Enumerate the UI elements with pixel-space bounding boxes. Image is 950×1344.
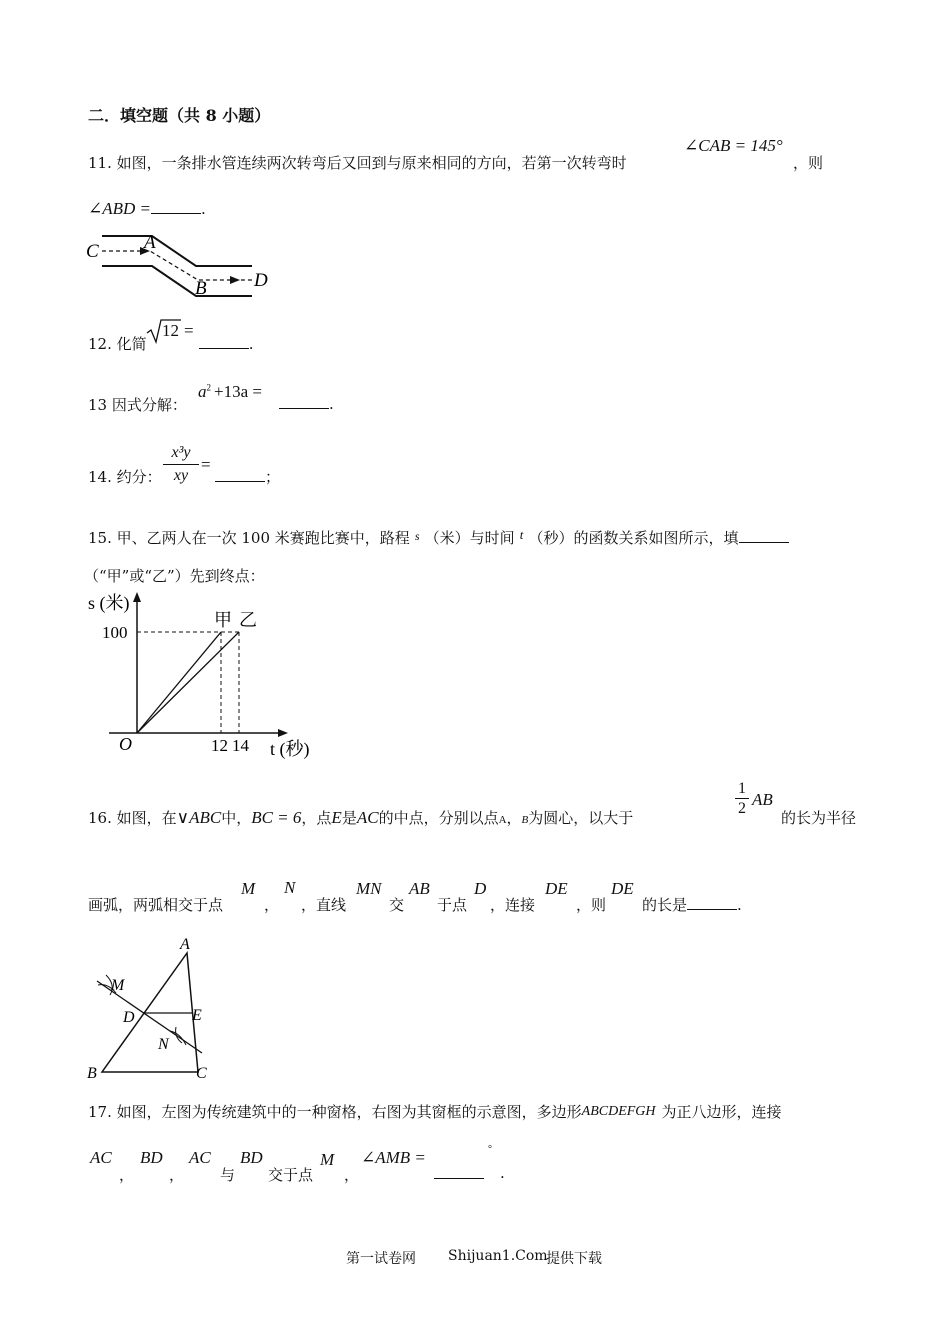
y-axis-arrow-icon (133, 592, 141, 602)
origin-label: O (119, 734, 132, 754)
label-a: A (144, 232, 156, 253)
q14-answer-blank[interactable] (215, 467, 265, 482)
q17-yu: 与 (220, 1166, 236, 1184)
q17-line1 (88, 1101, 782, 1122)
x-axis-label: t (秒) (270, 739, 310, 759)
label-m: M (111, 977, 125, 994)
q14-answer-line (215, 466, 280, 487)
q12-answer-line (184, 321, 254, 353)
q14-denominator: xy (173, 467, 189, 484)
q16-ab: AB (752, 790, 773, 809)
q16-sep: ， (506, 809, 522, 827)
q11-answer-blank[interactable] (151, 199, 201, 214)
q16-m: M (241, 879, 256, 898)
x-tick-12: 12 (211, 736, 228, 755)
q16-pt-a: A (498, 814, 507, 826)
q15-t: t (519, 527, 524, 542)
q16-mn: MN (356, 879, 382, 898)
q16-n: N (284, 878, 296, 897)
label-b: B (195, 278, 207, 299)
footer-site: 第一试卷网 (346, 1251, 416, 1267)
q16-triangle-figure (84, 935, 224, 1085)
q11-angle-cab: ∠CAB = 145° (684, 136, 783, 155)
q17-bd-2: BD (240, 1148, 263, 1167)
q15-text-1: 15. 甲、乙两人在一次 100 米赛跑比赛中，路程 (88, 529, 410, 547)
q14-fraction (163, 443, 199, 486)
q12-radicand: 12 (162, 321, 179, 340)
q12-end: . (248, 335, 254, 353)
q11-end: . (201, 200, 206, 218)
q16-e: E (331, 808, 342, 827)
q16-d: D (474, 879, 487, 898)
q17-ac: AC (90, 1148, 112, 1167)
q14-numerator: x³y (171, 444, 191, 461)
q15-answer-blank[interactable] (739, 528, 789, 543)
q16-text-2: 中， (221, 809, 252, 827)
q16-line1 (88, 807, 633, 828)
q16-text-4: 是 (341, 809, 357, 827)
q15-s: s (414, 529, 420, 543)
series-jia-label: 甲 (214, 610, 232, 630)
q16-bc: BC = 6 (251, 808, 302, 827)
q16-ac: AC (356, 808, 379, 827)
section-title: 二．填空题（共 8 小题） (88, 106, 271, 125)
q16-text-6: 为圆心，以大于 (528, 809, 634, 827)
q17-text-2: 为正八边形，连接 (661, 1103, 782, 1121)
q15-line1 (88, 527, 789, 548)
q16-half-fraction (735, 779, 749, 818)
q16-de: DE (545, 879, 568, 898)
q16-line2-e: ，连接 (490, 896, 536, 914)
q16-de-2: DE (611, 879, 634, 898)
q16-line2-c: 交 (389, 896, 405, 914)
q16-end: . (737, 896, 742, 914)
y-tick-100: 100 (102, 623, 128, 642)
q15-line2: （“甲”或“乙”）先到终点： (84, 567, 265, 585)
q11-prefix: 11. 如图，一条排水管连续两次转弯后又回到与原来相同的方向，若第一次转弯时 (88, 154, 627, 172)
label-d: D (254, 270, 268, 291)
arrow-head-d (230, 276, 240, 284)
footer-url: Shijuan1.Com (448, 1248, 548, 1264)
q17-text-1: 17. 如图，左图为传统建筑中的一种窗格，右图为其窗框的示意图，多边形 (88, 1103, 582, 1121)
q17-comma-2: ， (169, 1166, 185, 1184)
q16-pt-b: B (521, 814, 529, 826)
q14-end: ； (265, 468, 281, 486)
label-d: D (123, 1009, 135, 1026)
q17-answer-blank[interactable] (434, 1164, 484, 1179)
q17-bd: BD (140, 1148, 163, 1167)
q17-degree: ° (488, 1144, 492, 1155)
y-axis-label: s (米) (88, 593, 130, 613)
q12-eq: = (184, 321, 194, 340)
q13-answer-blank[interactable] (279, 394, 329, 409)
q17-angle: ∠AMB = (361, 1148, 426, 1167)
q16-half-num: 1 (738, 780, 746, 797)
q13-answer-line (279, 394, 334, 413)
q16-line2-d: 于点 (437, 896, 468, 914)
q16-text-7: 的长为半径 (781, 809, 857, 827)
q13-rest: +13a = (214, 382, 262, 401)
q15-text-3: （秒）的函数关系如图所示，填 (528, 529, 739, 547)
q14-eq: = (201, 455, 211, 474)
q17-answer-line (434, 1164, 484, 1183)
q16-ab-2: AB (409, 879, 430, 898)
q13-exponent: 2 (206, 382, 211, 393)
q13-end: . (329, 395, 334, 413)
label-b: B (87, 1065, 97, 1082)
q15-graph (84, 588, 324, 764)
series-yi-label: 乙 (239, 610, 257, 630)
label-c: C (196, 1065, 207, 1082)
q16-line2-g: 的长是 (642, 896, 688, 914)
q16-answer-line (642, 894, 742, 915)
q13-var-a: a (198, 382, 207, 401)
q16-half-den: 2 (738, 800, 746, 817)
q12-prefix: 12. 化简 (88, 335, 147, 353)
q16-sep-2: ， (264, 896, 280, 914)
q16-line2-f: ，则 (576, 896, 607, 914)
q16-line2-b: ，直线 (301, 896, 347, 914)
q17-ac-2: AC (189, 1148, 211, 1167)
label-c: C (86, 241, 99, 262)
series-jia-line (137, 632, 221, 733)
x-axis-arrow-icon (278, 729, 288, 737)
label-n: N (158, 1036, 169, 1053)
q13-expression (198, 382, 262, 402)
q16-line2-a: 画弧，两弧相交于点 (88, 896, 224, 914)
q17-end: . (500, 1164, 505, 1182)
q13-prefix: 13 因式分解： (88, 396, 187, 414)
q17-comma-3: ， (344, 1166, 360, 1184)
label-e: E (192, 1007, 202, 1024)
q14-prefix: 14. 约分： (88, 468, 162, 486)
pipe-lower-wall (102, 266, 252, 296)
series-yi-line (137, 632, 239, 733)
q17-jiao: 交于点 (268, 1166, 314, 1184)
q17-poly: ABCDEFGH (581, 1104, 656, 1119)
q16-text-5: 的中点，分别以点 (378, 809, 499, 827)
q16-text-1: 16. 如图，在 (88, 809, 177, 827)
label-a: A (180, 936, 190, 953)
q12-answer-blank[interactable] (199, 334, 249, 349)
q15-text-2: （米）与时间 (424, 529, 515, 547)
q11-angle-abd: ∠ABD = (88, 199, 152, 218)
q17-m: M (320, 1150, 335, 1169)
x-tick-14: 14 (232, 736, 249, 755)
q17-comma-1: ， (119, 1166, 135, 1184)
footer-note: 提供下载 (546, 1251, 602, 1267)
q11-pipe-figure (84, 228, 284, 303)
q11-suffix: ，则 (793, 154, 824, 172)
q14-fraction-bar (163, 464, 199, 465)
q11-answer-line (88, 199, 206, 219)
q16-text-3: ，点 (301, 809, 332, 827)
q16-triangle: ∨ABC (176, 808, 222, 827)
q16-answer-blank[interactable] (687, 895, 737, 910)
